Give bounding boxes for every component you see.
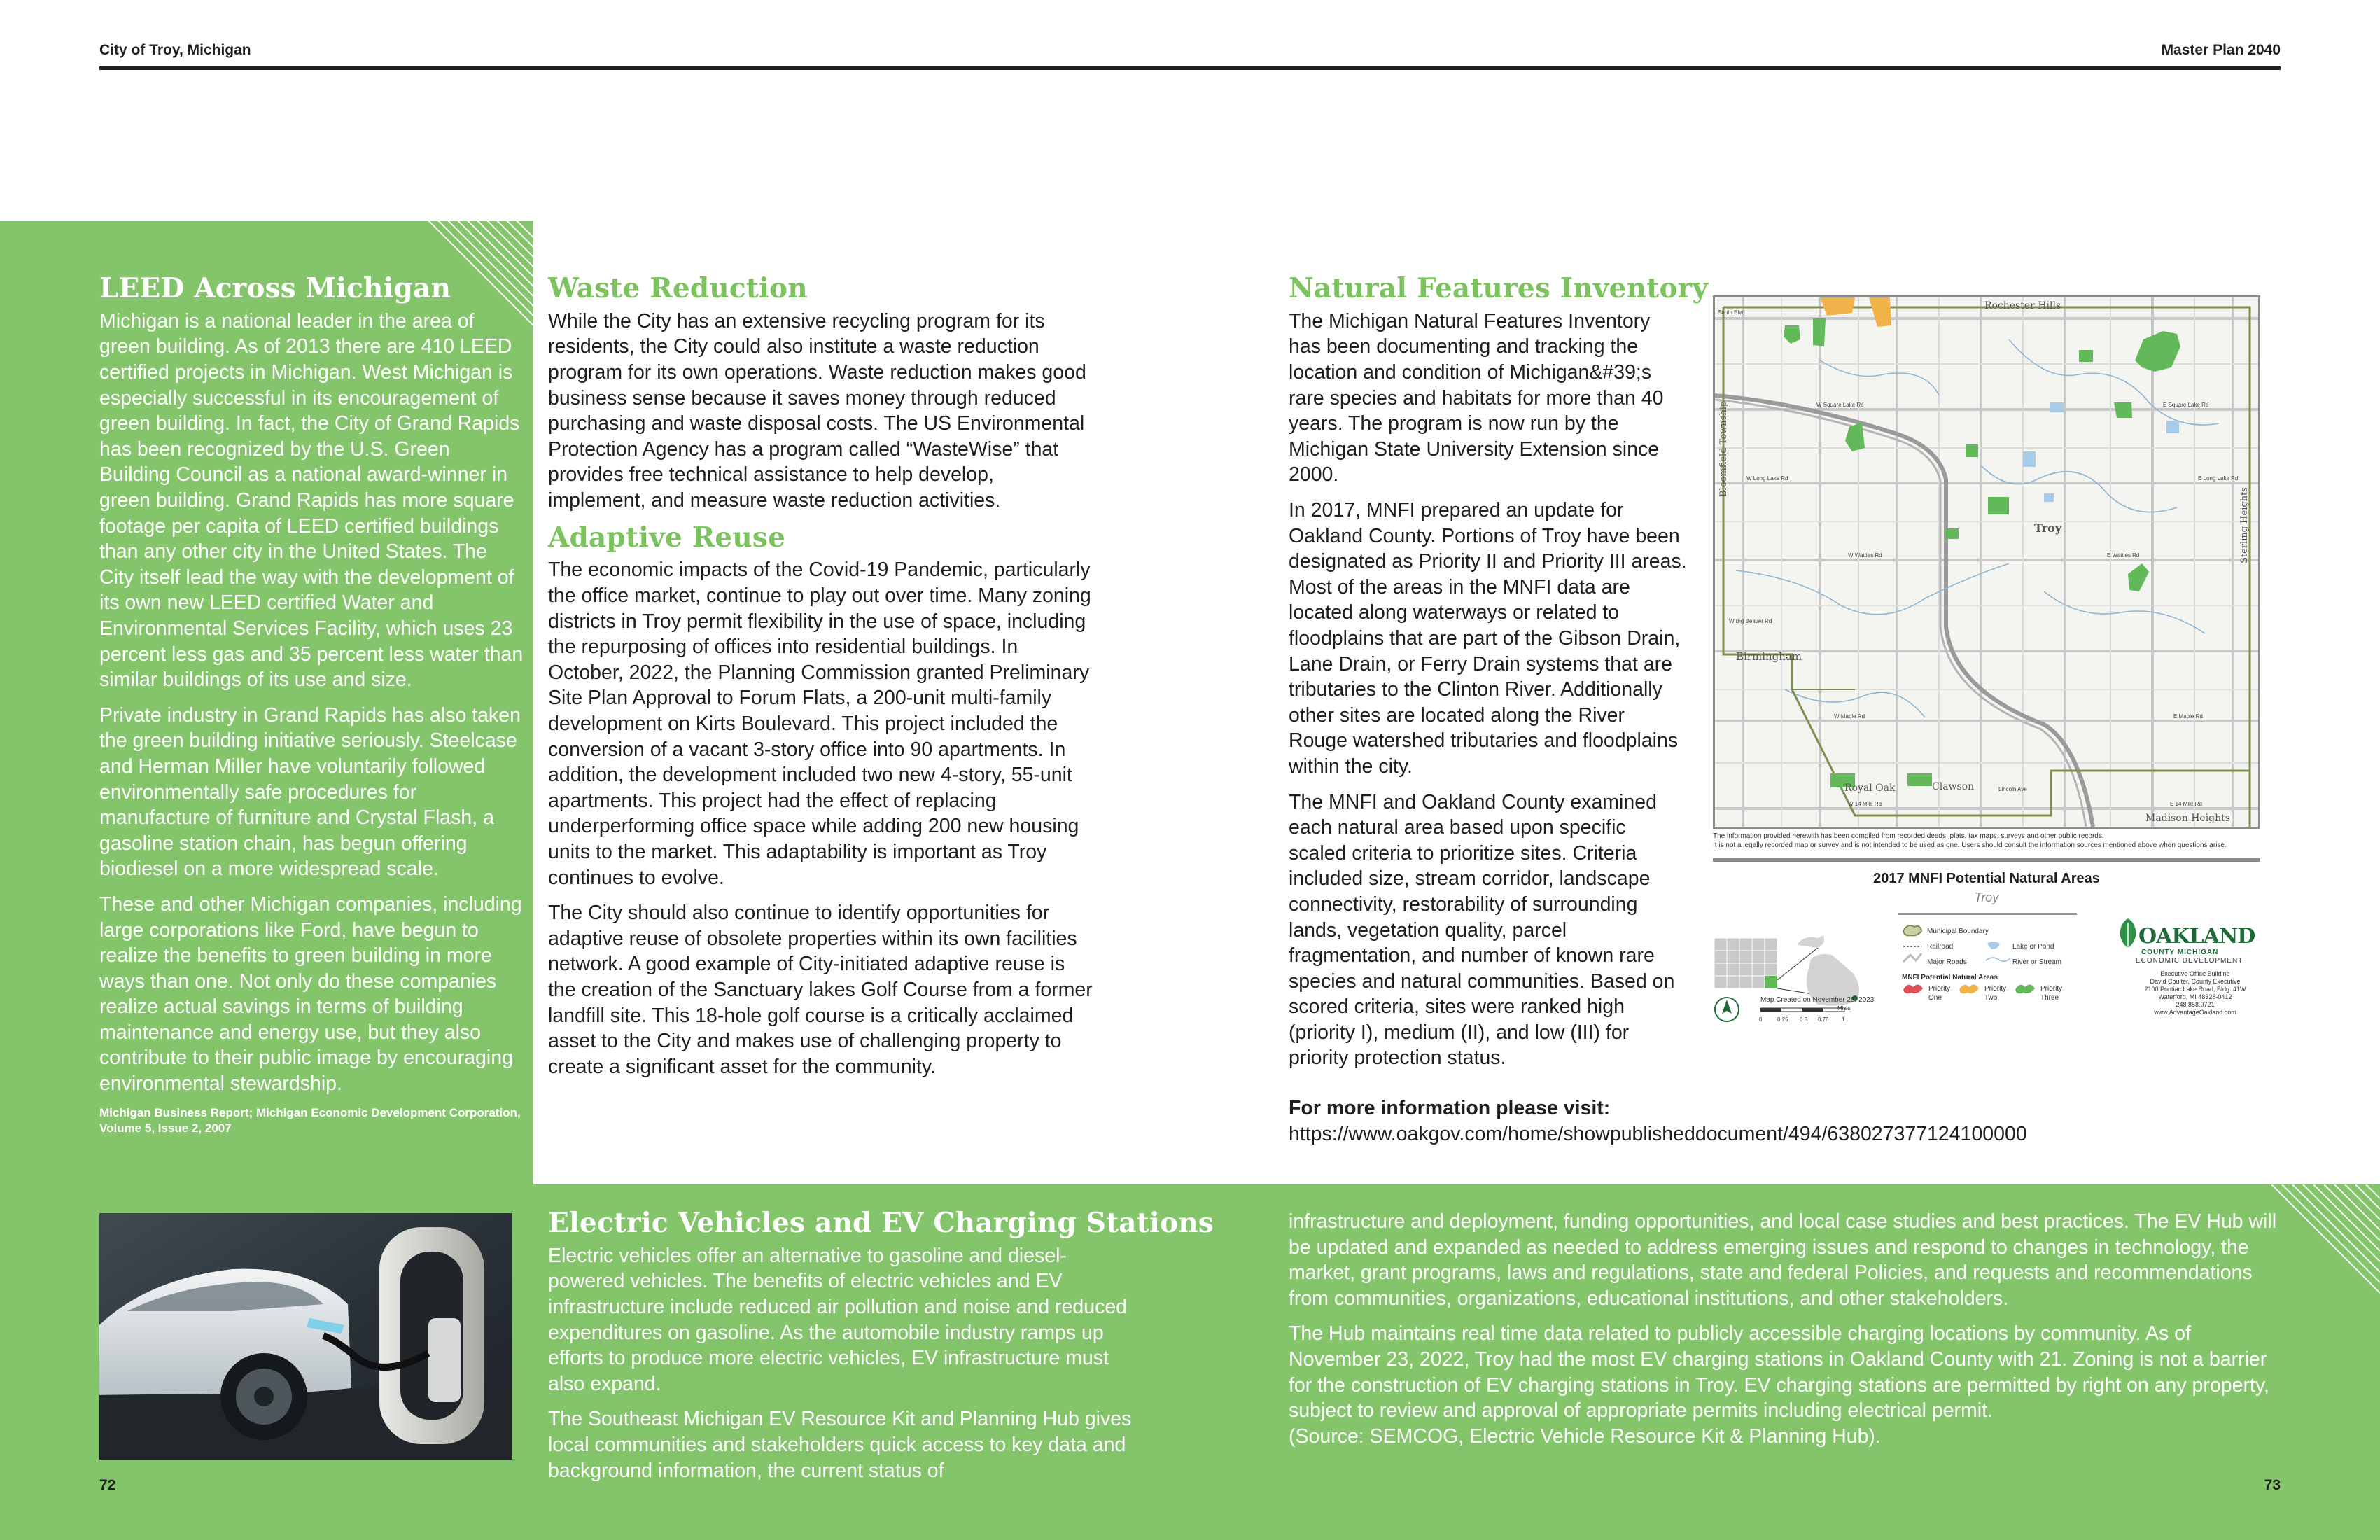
scale-unit: Miles	[1837, 1005, 1851, 1011]
nfi-body	[1289, 309, 1688, 1071]
map-label-w-big-beaver: W Big Beaver Rd	[1729, 618, 1772, 624]
map-title: 2017 MNFI Potential Natural Areas	[1873, 871, 2100, 886]
leed-citation: Michigan Business Report; Michigan Economic Development Corporation, Volume 5, Issue 2, 2007	[99, 1105, 521, 1135]
ev-paragraph: infrastructure and deployment, funding opportunities, and local case studies and best practices. The EV Hub will be updated and expanded as needed to address emerging issues and respond to changes in technology, the market, grant programs, laws and regulations, state and federal Policies, and requests and recommendations from communities, organizations, educational institutions, and other stakeholders.	[1289, 1210, 2277, 1310]
map-label-lincoln: Lincoln Ave	[1998, 786, 2027, 792]
header-city-name: City of Troy, Michigan	[99, 42, 251, 58]
address-line: www.AdvantageOakland.com	[2154, 1009, 2236, 1016]
mnfi-map	[1713, 295, 2260, 1023]
scale-tick: 0.25	[1777, 1016, 1788, 1023]
map-label-south-blvd: South Blvd	[1718, 309, 1745, 316]
waste-reuse-section	[548, 273, 1094, 1079]
reuse-heading: Adaptive Reuse	[548, 521, 786, 554]
map-label-e-long-lake: E Long Lake Rd	[2198, 475, 2239, 482]
ev-paragraph: Electric vehicles offer an alternative to gasoline and diesel-powered vehicles. The benefits of electric vehicles and EV infrastructure include reduced air pollution and noise and reduced expenditures on gasoline. As the automobile industry ramps up efforts to produce more electric vehicles, EV infrastructure must also expand.	[548, 1244, 1128, 1395]
ev-source: (Source: SEMCOG, Electric Vehicle Resource Kit & Planning Hub).	[1289, 1424, 1881, 1448]
map-label-e-wattles: E Wattles Rd	[2107, 552, 2140, 559]
address-line: 2100 Pontiac Lake Road, Bldg. 41W	[2144, 986, 2246, 993]
map-label-royal-oak: Royal Oak	[1844, 783, 1896, 794]
legend-lake-or-pond: Lake or Pond	[2012, 943, 2054, 951]
map-label-bloomfield: Bloomfield Township	[1718, 400, 1729, 497]
map-label-e-maple: E Maple Rd	[2174, 713, 2203, 720]
oakland-leaf-icon	[2118, 917, 2138, 949]
legend-priority-two: Priority Two	[1984, 985, 2007, 1002]
map-label-e-14-mile: E 14 Mile Rd	[2170, 801, 2202, 807]
header-plan-name: Master Plan 2040	[2161, 42, 2281, 58]
map-label-madison-heights: Madison Heights	[2146, 813, 2230, 824]
leed-section	[99, 273, 524, 1136]
ev-body-right	[1289, 1209, 2283, 1449]
reuse-paragraph: The City should also continue to identify opportunities for adaptive reuse of obsolete properties within its own facilities network. A good example of City-initiated adaptive reuse is the creation of the Sanctuary lakes Golf Course from a former landfill site. This 18-hole golf course is a critically acclaimed asset to the City and makes use of challenging property to create a significant asset for the community.	[548, 902, 1093, 1078]
ev-section-left	[548, 1207, 1214, 1483]
oakland-address	[2130, 970, 2260, 1016]
ev-heading: Electric Vehicles and EV Charging Stations	[548, 1207, 1214, 1239]
map-subtitle: Troy	[1974, 890, 1999, 904]
nfi-section	[1289, 272, 1709, 1071]
map-disclaimer	[1713, 832, 2260, 850]
map-legend	[1713, 911, 2260, 1023]
address-line: Executive Office Building	[2160, 970, 2230, 977]
decorative-stripes-right	[2272, 1184, 2380, 1307]
map-label-w-wattles: W Wattles Rd	[1848, 552, 1882, 559]
more-info-label: For more information please visit:	[1289, 1097, 1611, 1119]
map-disclaimer-line: It is not a legally recorded map or survey and is not intended to be used as one. Users should consult the information sources mentioned above when questions arise.	[1713, 841, 2227, 849]
scale-tick: 0.5	[1800, 1016, 1808, 1023]
oakland-logo-county: COUNTY MICHIGAN	[2141, 948, 2219, 956]
leed-paragraph: These and other Michigan companies, including large corporations like Ford, have begun to realize the benefits to green building in more ways than one. Not only do these companies realize actual savings in terms of building maintenance and energy use, but they also contribute to their public image by encouraging environmental stewardship.	[99, 892, 522, 1096]
scale-tick: 0.75	[1818, 1016, 1829, 1023]
nfi-paragraph: The Michigan Natural Features Inventory has been documenting and tracking the location and condition of Michigan&#39;s rare species and habitats for more than 40 years. The program is now run by the Michigan State University Extension since 2000.	[1289, 309, 1664, 486]
nfi-heading: Natural Features Inventory	[1289, 272, 1709, 304]
map-label-clawson: Clawson	[1932, 781, 1975, 792]
ev-charging-photo	[99, 1213, 512, 1460]
address-line: Waterford, MI 48328-0412	[2158, 993, 2232, 1000]
leed-paragraph: Michigan is a national leader in the area of green building. As of 2013 there are 410 LEED certified projects in Michigan. West Michigan is especially successful in its encouragement of green building. In fact, the City of Grand Rapids has been recognized by the U.S. Green Building Council as a national award-winner in green building. Grand Rapids has more square footage per capita of LEED certified buildings than any other city in the United States. The City itself lead the way with the development of its own new LEED certified Water and Environmental Services Facility, which uses 23 percent less gas and 35 percent less water than similar buildings of its use and size.	[99, 309, 524, 692]
more-info	[1289, 1096, 2027, 1147]
map-label-sterling-heights: Sterling Heights	[2239, 487, 2250, 564]
leed-body	[99, 309, 524, 1097]
map-label-w-long-lake: W Long Lake Rd	[1746, 475, 1788, 482]
scale-tick: 1	[1842, 1016, 1845, 1023]
legend-railroad: Railroad	[1927, 943, 1954, 951]
map-label-rochester-hills: Rochester Hills	[1984, 300, 2062, 312]
scale-tick: 0	[1759, 1016, 1763, 1023]
waste-paragraph: While the City has an extensive recycling program for its residents, the City could also institute a waste reduction program for its own operations. Waste reduction makes good business sense because it saves money through reduced purchasing and waste disposal costs. The US Environmental Protection Agency has a program called “WasteWise” that provides free technical assistance to help develop, implement, and measure waste reduction activities.	[548, 309, 1086, 512]
oakland-logo-text: OAKLAND	[2138, 924, 2255, 948]
map-frame	[1713, 295, 2260, 829]
address-line: David Coulter, County Executive	[2150, 978, 2241, 985]
ev-section-right	[1289, 1209, 2283, 1449]
map-label-birmingham: Birmingham	[1736, 650, 1802, 663]
map-created-date: Map Created on November 28, 2023	[1760, 996, 1875, 1004]
page-header	[99, 41, 2281, 70]
ev-paragraph	[1289, 1321, 2283, 1449]
reuse-body	[548, 557, 1094, 1079]
leed-paragraph: Private industry in Grand Rapids has also taken the green building initiative seriously. Steelcase and Herman Miller have voluntarily followed environmentally safe procedures for manufacture of furniture and Crystal Flash, a gasoline station chain, has begun offering biodiesel on a more widespread scale.	[99, 704, 521, 881]
legend-major-roads: Major Roads	[1927, 958, 1967, 966]
legend-municipal-boundary: Municipal Boundary	[1927, 927, 1989, 935]
map-divider	[1713, 858, 2260, 862]
ev-paragraph: The Southeast Michigan EV Resource Kit and Planning Hub gives local communities and stakeholders quick access to key data and background information, the current status of	[548, 1408, 1132, 1482]
reuse-paragraph: The economic impacts of the Covid-19 Pandemic, particularly the office market, continue to play out over time. Many zoning districts in Troy permit flexibility in the use of space, including the repurposing of offices into residential buildings. In October, 2022, the Planning Commission granted Preliminary Site Plan Approval to Forum Flats, a 200-unit multi-family development on Kirts Boulevard. This project included the conversion of a vacant 3-story office into 90 apartments. In addition, the development included two new 4-story, 55-unit apartments. This project had the effect of replacing underperforming office space while adding 200 new housing units to the market. This adaptability is important as Troy continues to evolve.	[548, 559, 1091, 889]
legend-priority-one: Priority One	[1928, 985, 1951, 1002]
nfi-paragraph: The MNFI and Oakland County examined each natural area based upon specific scaled criteria to prioritize sites. Criteria included size, stream corridor, landscape connectivity, restorability of surrounding lands, vegetation quality, parcel fragmentation, and number of known rare species and natural communities. Based on scored criteria, sites were ranked high (priority I), medium (II), and low (III) for priority protection status.	[1289, 790, 1675, 1070]
nfi-paragraph: In 2017, MNFI prepared an update for Oakland County. Portions of Troy have been designated as Priority II and Priority III areas. Most of the areas in the MNFI data are located along waterways or related to floodplains that are part of the Gibson Drain, Lane Drain, or Ferry Drain systems that are tributaries to the Clinton River. Additionally other sites are located along the River Rouge watershed tributaries and floodplains within the city.	[1289, 499, 1687, 778]
north-arrow-icon	[1713, 995, 1755, 1023]
map-label-w-square-lake: W Square Lake Rd	[1816, 402, 1864, 408]
legend-river-or-stream: River or Stream	[2012, 958, 2062, 966]
page-number-right: 73	[2264, 1477, 2281, 1493]
map-label-w-maple: W Maple Rd	[1834, 713, 1865, 720]
more-info-link[interactable]: https://www.oakgov.com/home/showpublisheddocument/494/638027377124100000	[1289, 1122, 2027, 1145]
oakland-logo-econ: ECONOMIC DEVELOPMENT	[2136, 957, 2244, 965]
map-label-w-14-mile: W 14 Mile Rd	[1848, 801, 1882, 807]
waste-body	[548, 309, 1094, 514]
page-number-left: 72	[99, 1477, 116, 1493]
map-disclaimer-line: The information provided herewith has been compiled from recorded deeds, plats, tax maps, surveys and other public records.	[1713, 832, 2104, 840]
map-label-e-square-lake: E Square Lake Rd	[2163, 402, 2209, 408]
ev-body-left	[548, 1243, 1136, 1483]
waste-heading: Waste Reduction	[548, 272, 808, 304]
address-line: 248.858.0721	[2176, 1001, 2215, 1008]
map-label-troy: Troy	[2034, 522, 2062, 535]
legend-priority-three: Priority Three	[2040, 985, 2063, 1002]
legend-mnfi-heading: MNFI Potential Natural Areas	[1902, 974, 1998, 981]
leed-heading: LEED Across Michigan	[99, 272, 451, 304]
ev-paragraph-main: The Hub maintains real time data related to publicly accessible charging locations by community. As of November 23, 2022, Troy had the most EV charging stations in Oakland County with 21. Zoning is not a barrier for the construction of EV charging stations in Troy. EV charging stations are permitted by right on any property, subject to review and approval of appropriate permits including electrical permit.	[1289, 1322, 2269, 1422]
